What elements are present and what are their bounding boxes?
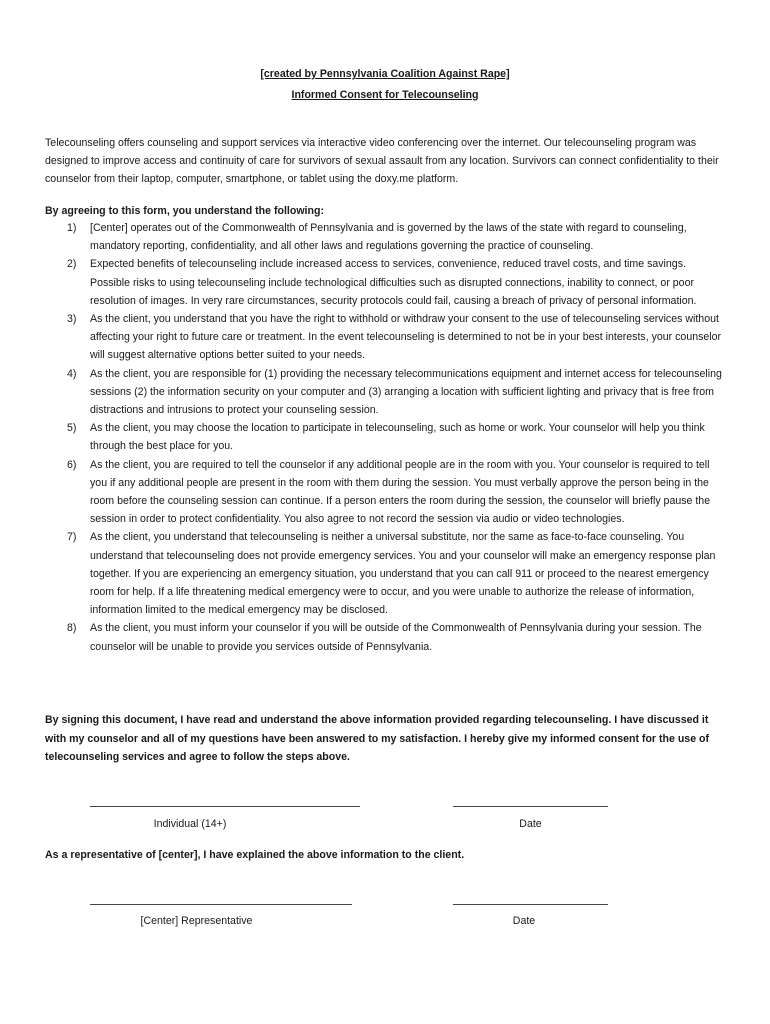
item-number: 4) [67,367,77,380]
item-text: As the client, you are required to tell the counselor if any additional people are in the room with you. Your counselor is required to tell you if any additional people are present in the room with them during the session. You must verbally approve the person being in the room before the counseling session can continue. If a person enters the room during the session, the counselor will briefly pause the session in order to protect confidentiality. You also agree to not record the session via audio or video technologies. [90,458,711,526]
individual-date-line[interactable] [453,806,608,807]
item-text: As the client, you must inform your counselor if you will be outside of the Commonwealth of Pennsylvania during your session. The counselor will be unable to provide you services outside of Pennsylvania. [90,622,702,653]
representative-signature-line[interactable] [90,904,352,905]
list-item [45,365,725,420]
document-title: Informed Consent for Telecounseling [291,89,479,101]
list-item [45,528,725,619]
terms-list [45,219,725,656]
item-number: 2) [67,258,77,271]
item-number: 6) [67,458,77,471]
creator-line: [created by Pennsylvania Coalition Against Rape] [260,68,510,80]
item-text: As the client, you understand that you have the right to withhold or withdraw your consent to the use of telecounseling services without affecting your right to future care or treatment. In the event telecounseling is determined to not be in your best interests, your counselor will suggest alternative options better suited to your needs. [90,313,722,362]
list-item [45,219,725,255]
item-number: 7) [67,531,77,544]
item-number: 8) [67,622,77,635]
item-text: [Center] operates out of the Commonwealth of Pennsylvania and is governed by the laws of the state with regard to counseling, mandatory reporting, confidentiality, and all other laws and regulations governing the practice of counseling. [90,222,687,253]
item-text: Expected benefits of telecounseling include increased access to services, convenience, reduced travel costs, and time savings. Possible risks to using telecounseling include technological difficulties such as disrupted connections, inability to connect, or poor resolution of images. In very rare circumstances, security protocols could fail, causing a breach of privacy of personal information. [90,258,697,307]
individual-date-label: Date [519,818,542,830]
item-text: As the client, you may choose the location to participate in telecounseling, such as home or work. Your counselor will help you think through the best place for you. [90,422,705,453]
item-number: 5) [67,422,77,435]
item-text: As the client, you understand that telecounseling is neither a universal substitute, nor the same as face-to-face counseling. You understand that telecounseling does not provide emergency services. You and your counselor will make an emergency response plan together. If you are experiencing an emergency situation, you understand that you can call 911 or proceed to the nearest emergency room for help. If a life threatening medical emergency were to occur, and you were unable to authorize the release of information, information limited to the medical emergency may be disclosed. [90,531,716,617]
list-item [45,619,725,655]
item-text: As the client, you are responsible for (1) providing the necessary telecommunications equipment and internet access for telecounseling sessions (2) the information security on your computer and (3) arranging a location with sufficient lighting and privacy that is free from distractions and intrusions to protect your counseling session. [90,367,722,417]
individual-signature-label: Individual (14+) [153,818,227,830]
item-number: 3) [67,313,77,326]
item-number: 1) [67,222,77,234]
individual-signature-line[interactable] [90,806,360,807]
consent-statement: By signing this document, I have read and understand the above information provided regarding telecounseling. I have discussed it with my counselor and all of my questions have been answered to my satisfaction. I hereby give my informed consent for the use of telecounseling services and agree to follow the steps above. [45,714,710,764]
list-item [45,255,725,310]
representative-date-line[interactable] [453,904,608,905]
list-item [45,310,725,365]
representative-statement: As a representative of [center], I have explained the above information to the client. [45,849,465,861]
intro-paragraph: Telecounseling offers counseling and support services via interactive video conferencing over the internet. Our telecounseling program was designed to improve access and continuity of care for survivors of sexual assault from any location. Survivors can connect confidentiality to their counselor from their laptop, computer, smartphone, or tablet using the doxy.me platform. [45,137,719,186]
document-header [0,64,770,106]
representative-signature-label: [Center] Representative [140,915,253,927]
representative-date-label: Date [512,915,536,927]
list-item [45,456,725,529]
agreement-lead: By agreeing to this form, you understand the following: [45,205,324,217]
list-item [45,419,725,455]
